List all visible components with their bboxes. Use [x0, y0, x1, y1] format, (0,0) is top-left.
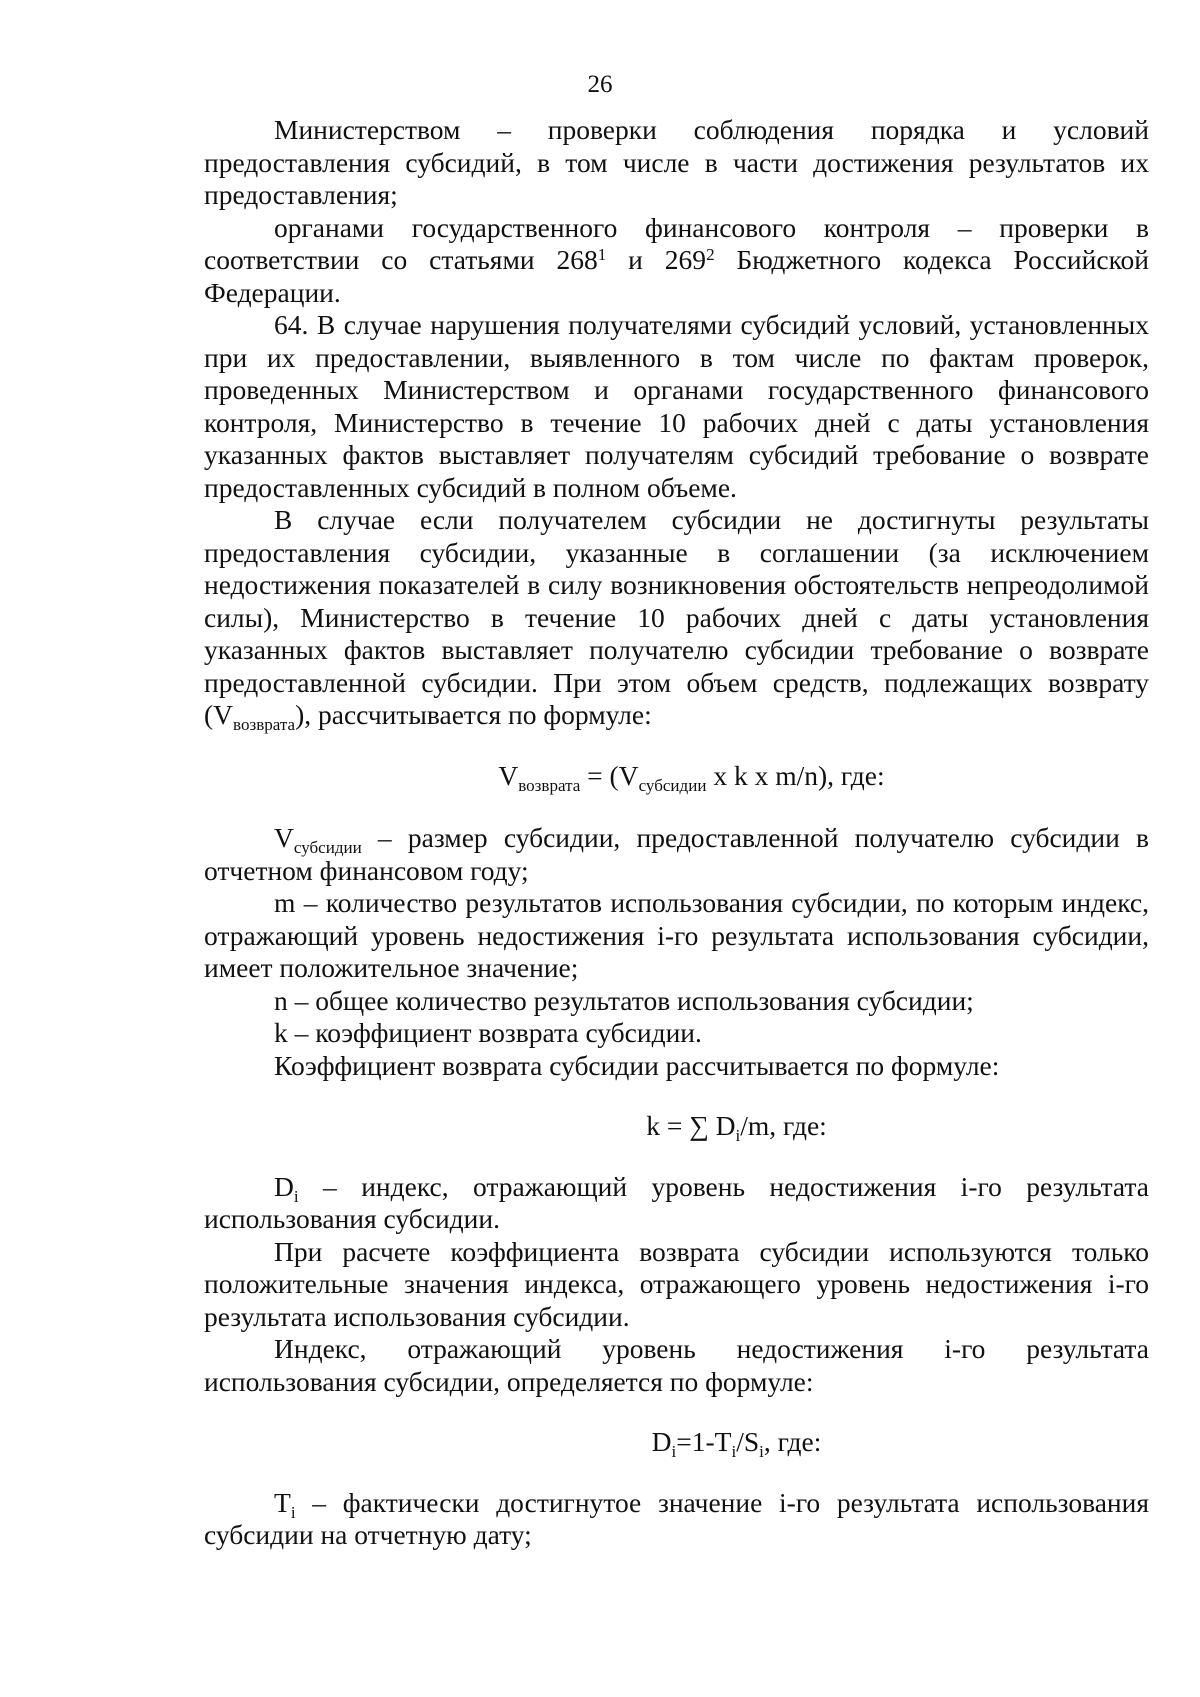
paragraph-financial-control	[204, 212, 1149, 310]
subscript: возврата	[233, 715, 296, 735]
paragraph-text: – индекс, отражающий уровень недостижения i-го результата использования субсидии.	[204, 1170, 1149, 1234]
paragraph-64: 64. В случае нарушения получателями субсидий условий, установленных при их предоставлении, выявленного в том числе по фактам проверок, проведенных Министерством и органами государственного финансового контроля, Министерство в течение 10 рабочих дней с даты установления указанных фактов выставляет получателям субсидий требование о возврате предоставленных субсидий в полном объеме.	[204, 309, 1149, 503]
paragraph-text: и 269	[606, 244, 707, 275]
subscript: i	[671, 1442, 677, 1462]
subscript: i	[731, 1442, 737, 1462]
formula-text: x k x m/n), где:	[706, 759, 885, 791]
paragraph-m-definition: m – количество результатов использования субсидии, по которым индекс, отражающий уровень недостижения i-го результата использования субсидии, имеет положительное значение;	[204, 887, 1149, 983]
paragraph-di-definition	[204, 1171, 1149, 1236]
formula-text: D	[651, 1426, 672, 1457]
paragraph-text: Бюджетного кодекса Российской Федерации.	[204, 244, 1150, 308]
paragraph-positive-values: При расчете коэффициента возврата субсидии используются только положительные значения индекса, отражающего уровень недостижения i-го результата использования субсидии.	[204, 1235, 1149, 1332]
formula-text: V	[498, 759, 519, 791]
paragraph-text: В случае если получателем субсидии не достигнуты результаты предоставления субсидии, указанные в соглашении (за исключением недостижения показателей в силу возникновения обстоятельств непреодолимой силы), Министерство в течение 10 рабочих дней с даты установления указанных фактов выставляет получателю субсидии требование о возврате предоставленной субсидии. При этом объем средств, подлежащих возврату (V	[204, 504, 1149, 730]
formula-text: /m, где:	[740, 1110, 827, 1141]
subscript: i	[293, 1186, 299, 1206]
paragraph-ministry-checks: Министерством – проверки соблюдения порядка и условий предоставления субсидий, в том числе в части достижения результатов их предоставления;	[204, 114, 1149, 210]
subscript: i	[290, 1502, 296, 1522]
subscript: субсидии	[638, 775, 707, 795]
formula-text: , где:	[763, 1426, 822, 1457]
formula-text: /S	[736, 1426, 760, 1457]
paragraph-text: V	[274, 822, 294, 853]
paragraph-k-formula-intro: Коэффициент возврата субсидии рассчитывается по формуле:	[274, 1049, 1000, 1081]
formula-text: =1-T	[676, 1426, 732, 1457]
paragraph-text: – размер субсидии, предоставленной получателю субсидии в отчетном финансовом году;	[204, 822, 1149, 886]
formula-text: = (V	[580, 759, 639, 791]
paragraph-text: ), рассчитывается по формуле:	[295, 699, 652, 730]
formula-index	[204, 1426, 1149, 1462]
paragraph-text: – фактически достигнутое значение i-го результата использования субсидии на отчетную дату;	[204, 1486, 1149, 1550]
paragraph-ti-definition	[204, 1487, 1149, 1552]
subscript: субсидии	[293, 838, 362, 858]
paragraph-text: T	[274, 1486, 291, 1518]
paragraph-v-subsidy	[204, 822, 1149, 887]
paragraph-text: D	[274, 1170, 294, 1202]
superscript: 1	[597, 245, 607, 265]
paragraph-k-definition: k – коэффициент возврата субсидии.	[274, 1017, 702, 1048]
subscript: i	[759, 1442, 764, 1462]
formula-return-coefficient	[204, 1110, 1149, 1146]
formula-text: k = ∑ D	[646, 1110, 736, 1141]
page-number: 26	[587, 71, 613, 98]
paragraph-index-formula-intro: Индекс, отражающий уровень недостижения i-го результата использования субсидии, определяется по формуле:	[204, 1333, 1149, 1397]
document-body	[204, 114, 1149, 1552]
paragraph-results-not-achieved	[204, 504, 1149, 735]
superscript: 2	[706, 245, 715, 265]
paragraph-n-definition: n – общее количество результатов использования субсидии;	[274, 984, 974, 1016]
paragraph-text: органами государственного финансового контроля – проверки в соответствии со статьями 268	[204, 211, 1149, 275]
subscript: возврата	[518, 775, 581, 795]
subscript: i	[735, 1126, 741, 1146]
formula-return-volume	[204, 760, 1149, 793]
